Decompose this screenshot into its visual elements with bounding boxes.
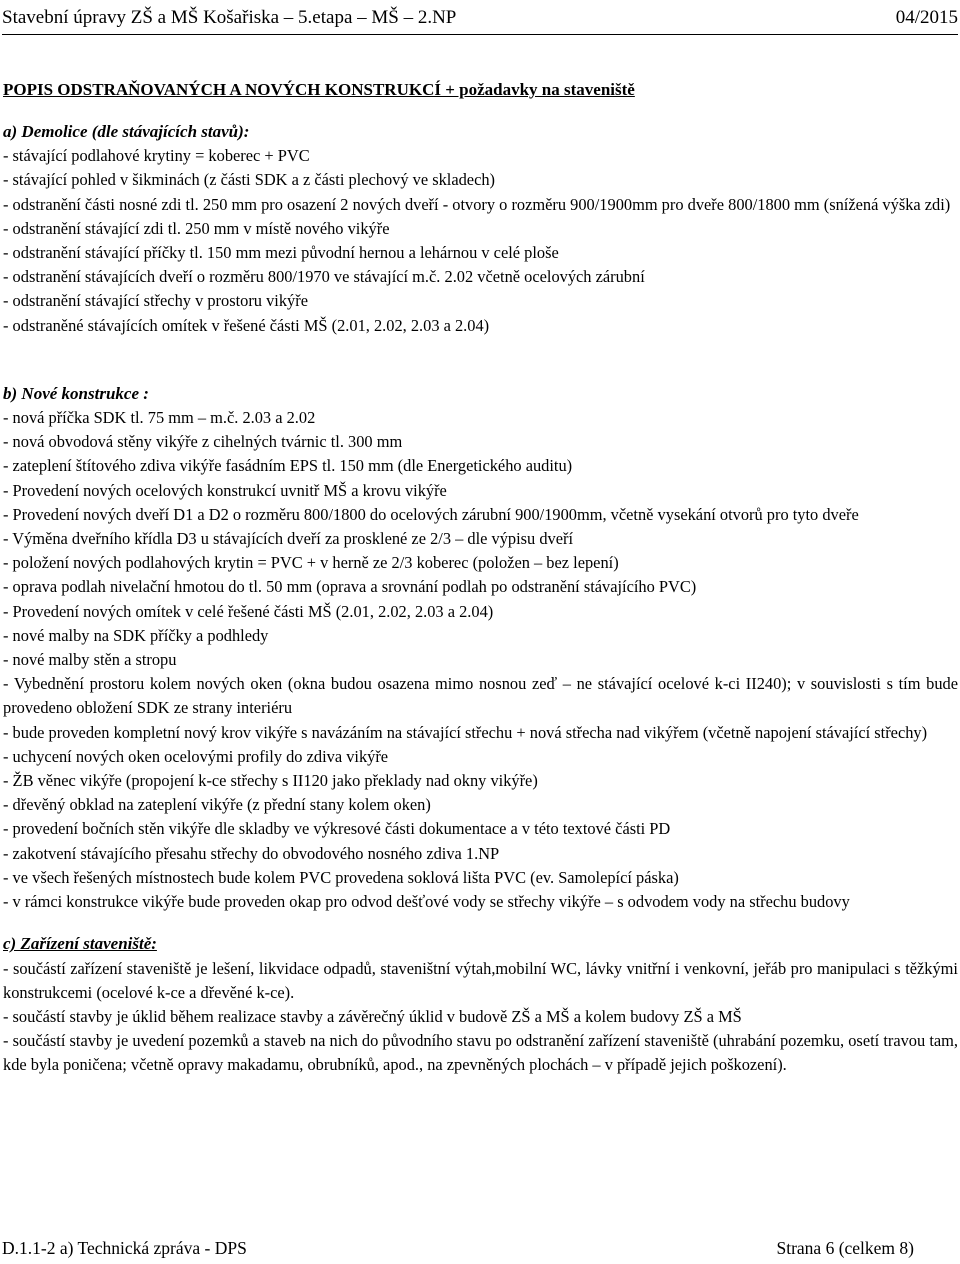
list-item: - uchycení nových oken ocelovými profily do zdiva vikýře [3, 746, 389, 766]
list-item: - odstranění stávající zdi tl. 250 mm v místě nového vikýře [3, 218, 390, 238]
section-demolition [3, 120, 958, 338]
list-item: - odstranění stávající střechy v prostoru vikýře [3, 291, 308, 311]
section-c-heading: c) Zařízení staveniště: [3, 934, 157, 954]
list-item: - nové malby na SDK příčky a podhledy [3, 625, 269, 645]
list-item: - Provedení nových ocelových konstrukcí uvnitř MŠ a krovu vikýře [3, 480, 447, 500]
list-item: - ŽB věnec vikýře (propojení k-ce střechy s II120 jako překlady nad okny vikýře) [3, 771, 538, 791]
list-item: - provedení bočních stěn vikýře dle skladby ve výkresové části dokumentace a v této textové části PD [3, 819, 671, 839]
section-new-constructions [3, 382, 958, 914]
page-header [2, 2, 958, 35]
list-item: - odstranění stávajících dveří o rozměru 800/1970 ve stávající m.č. 2.02 včetně ocelových zárubní [3, 267, 645, 287]
list-item: - součástí zařízení staveniště je lešení, likvidace odpadů, staveništní výtah,mobilní WC, lávky vnitřní i venkovní, jeřáb pro manipulaci s těžkými konstrukcemi (ocelové k-ce a dřevěné k-ce). [3, 958, 958, 1002]
document-body [3, 78, 958, 1078]
list-item: - stávající podlahové krytiny = koberec + PVC [3, 146, 310, 166]
list-item: - nové malby stěn a stropu [3, 650, 177, 670]
list-item: - bude proveden kompletní nový krov vikýře s navázáním na stávající střechu + nová střecha nad vikýřem (včetně napojení stávající střechy) [3, 722, 928, 742]
footer-document-name: D.1.1-2 a) Technická zpráva - DPS [2, 1238, 247, 1258]
list-item: - nová příčka SDK tl. 75 mm – m.č. 2.03 a 2.02 [3, 408, 316, 428]
list-item: - odstranění části nosné zdi tl. 250 mm pro osazení 2 nových dveří - otvory o rozměru 900/1900mm pro dveře 800/1800 mm (snížená výška zdi) [3, 194, 951, 214]
list-item: - součástí stavby je úklid během realizace stavby a závěrečný úklid v budově ZŠ a MŠ a kolem budovy ZŠ a MŠ [3, 1006, 742, 1026]
section-site-facilities [3, 932, 958, 1077]
list-item: - zateplení štítového zdiva vikýře fasádním EPS tl. 150 mm (dle Energetického auditu) [3, 456, 573, 476]
list-item: - oprava podlah nivelační hmotou do tl. 50 mm (oprava a srovnání podlah po odstranění stávajícího PVC) [3, 577, 697, 597]
list-item: - odstraněné stávajících omítek v řešené části MŠ (2.01, 2.02, 2.03 a 2.04) [3, 315, 490, 335]
list-item: - dřevěný obklad na zateplení vikýře (z přední stany kolem oken) [3, 795, 431, 815]
list-item: - položení nových podlahových krytin = PVC + v herně ze 2/3 koberec (položen – bez lepení) [3, 553, 619, 573]
list-item: - ve všech řešených místnostech bude kolem PVC provedena soklová lišta PVC (ev. Samolepící páska) [3, 867, 679, 887]
list-item: - součástí stavby je uvedení pozemků a staveb na nich do původního stavu po odstranění zařízení staveniště (uhrabání pozemku, osetí travou tam, kde byla poničena; včetně opravy makadamu, obrubníků, apod., na zpevněných plochách – v případě jejich poškození). [3, 1031, 958, 1075]
list-item: - odstranění stávající příčky tl. 150 mm mezi původní hernou a lehárnou v celé ploše [3, 243, 559, 263]
header-project-title: Stavební úpravy ZŠ a MŠ Košařiska – 5.etapa – MŠ – 2.NP [2, 7, 457, 28]
list-item: - zakotvení stávajícího přesahu střechy do obvodového nosného zdiva 1.NP [3, 843, 500, 863]
list-item: - nová obvodová stěny vikýře z cihelných tvárnic tl. 300 mm [3, 432, 403, 452]
list-item: - Vybednění prostoru kolem nových oken (okna budou osazena mimo nosnou zeď – ne stávající ocelové k-ci II240); v souvislosti s tím bude provedeno obložení SDK ze strany interiéru [3, 674, 958, 718]
section-b-heading: b) Nové konstrukce : [3, 383, 149, 403]
list-item: - Výměna dveřního křídla D3 u stávajících dveří za prosklené ze 2/3 – dle výpisu dveří [3, 529, 574, 549]
header-date: 04/2015 [895, 7, 958, 28]
list-item: - v rámci konstrukce vikýře bude proveden okap pro odvod dešťové vody se střechy vikýře – s odvodem vody na střechu budovy [3, 892, 850, 912]
document-title: POPIS ODSTRAŇOVANÝCH A NOVÝCH KONSTRUKCÍ + požadavky na staveniště [3, 80, 635, 99]
list-item: - Provedení nových omítek v celé řešené části MŠ (2.01, 2.02, 2.03 a 2.04) [3, 601, 494, 621]
section-a-heading: a) Demolice (dle stávajících stavů): [3, 122, 250, 141]
list-item: - Provedení nových dveří D1 a D2 o rozměru 800/1800 do ocelových zárubní 900/1900mm, včetně vysekání otvorů pro tyto dveře [3, 504, 859, 524]
footer-page-number: Strana 6 (celkem 8) [776, 1238, 914, 1258]
list-item: - stávající pohled v šikminách (z části SDK a z části plechový ve skladech) [3, 170, 496, 190]
